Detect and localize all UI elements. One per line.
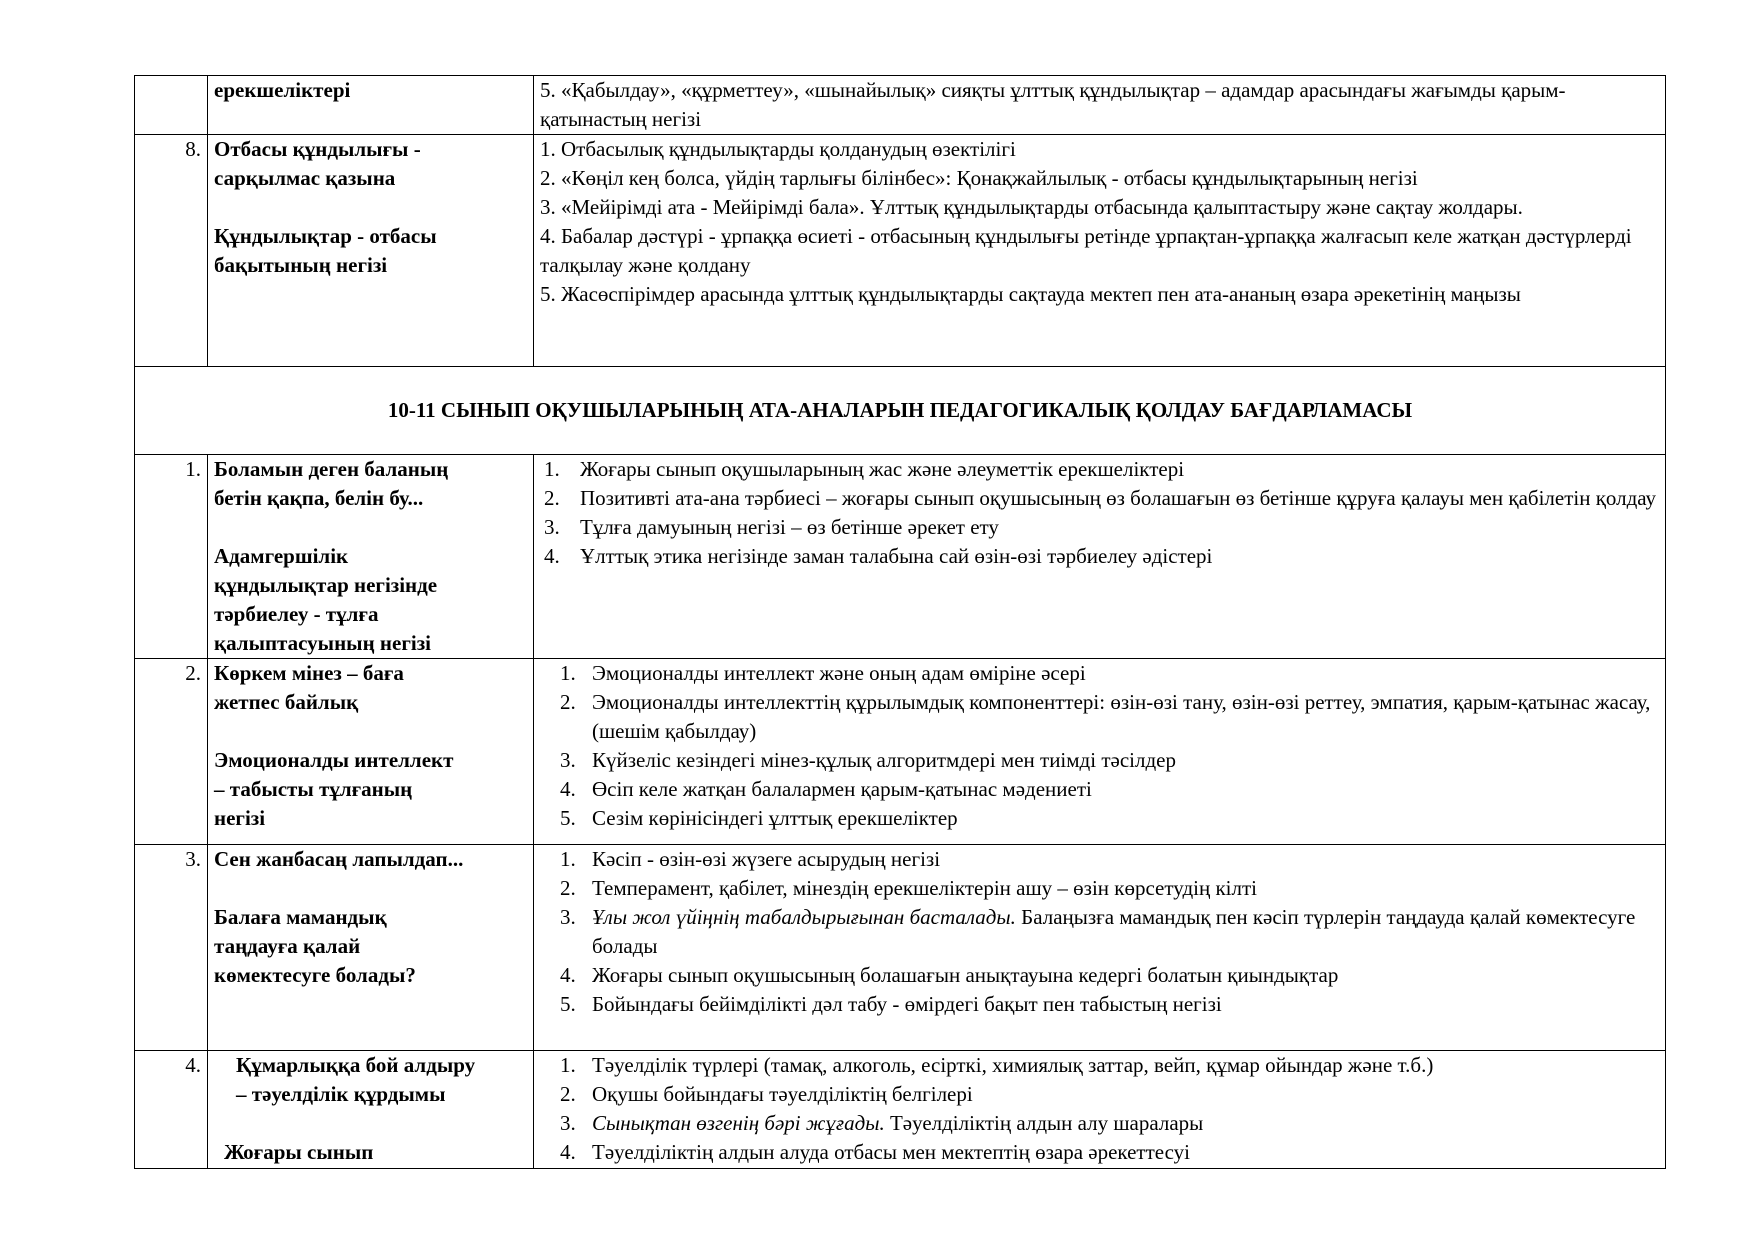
section-heading-row xyxy=(135,367,1666,455)
subtopic-line: Жоғары сынып xyxy=(224,1140,374,1164)
subtopic-line: құндылықтар негізінде xyxy=(214,573,438,597)
table-row xyxy=(135,76,1666,135)
list-item: 2. Позитивті ата-ана тәрбиесі – жоғары сынып оқушысының өз болашағын өз бетінше құруға қалауы мен қабілетін қолдау xyxy=(544,486,1657,510)
section-heading: 10-11 СЫНЫП ОҚУШЫЛАРЫНЫҢ АТА-АНАЛАРЫН ПЕДАГОГИКАЛЫҚ ҚОЛДАУ БАҒДАРЛАМАСЫ xyxy=(135,367,1666,455)
table-row xyxy=(135,135,1666,367)
content-cell xyxy=(534,659,1666,845)
subtopic-line: таңдауға қалай xyxy=(214,934,361,958)
topic-cell xyxy=(208,455,534,659)
list-item: 3. Сынықтан өзгенің бәрі жұғады. Тәуелділіктің алдын алу шаралары xyxy=(560,1111,1204,1135)
list-item: 1. Отбасылық құндылықтарды қолданудың өзектілігі xyxy=(540,137,1016,161)
topic-line: ерекшеліктері xyxy=(214,78,351,102)
topic-cell xyxy=(208,845,534,1051)
item-list xyxy=(540,659,1659,833)
table-row xyxy=(135,659,1666,845)
row-number: 3. xyxy=(135,845,208,1051)
list-item: 4. Жоғары сынып оқушысының болашағын анықтауына кедергі болатын қиындықтар xyxy=(560,963,1339,987)
topic-line: – тәуелділік құрдымы xyxy=(236,1082,446,1106)
subtopic-line: тәрбиелеу - тұлға xyxy=(214,602,379,626)
content-cell xyxy=(534,135,1666,367)
list-item: 2. Эмоционалды интеллекттің құрылымдық компоненттері: өзін-өзі тану, өзін-өзі реттеу, эмпатия, қарым-қатынас жасау, (шешім қабылдау) xyxy=(560,690,1651,743)
topic-cell xyxy=(208,135,534,367)
list-item: 2. «Көңіл кең болса, үйдің тарлығы білінбес»: Қонақжайлылық - отбасы құндылықтарының негізі xyxy=(540,166,1418,190)
subtopic-line: қалыптасуының негізі xyxy=(214,631,431,655)
topic-line: бетін қақпа, белін бу... xyxy=(214,486,424,510)
subtopic-line: Адамгершілік xyxy=(214,544,349,568)
content-cell xyxy=(534,1051,1666,1169)
list-item: 2. Темперамент, қабілет, мінездің ерекшеліктерін ашу – өзін көрсетудің кілті xyxy=(560,876,1257,900)
row-number xyxy=(135,76,208,135)
list-item: 5. Бойындағы бейімділікті дәл табу - өмірдегі бақыт пен табыстың негізі xyxy=(560,992,1222,1016)
row-number: 8. xyxy=(135,135,208,367)
table-row xyxy=(135,455,1666,659)
list-item: 1. Жоғары сынып оқушыларының жас және әлеуметтік ерекшеліктері xyxy=(544,457,1185,481)
topic-cell xyxy=(208,659,534,845)
table-row xyxy=(135,1051,1666,1169)
topic-line: Отбасы құндылығы - xyxy=(214,137,421,161)
topic-line: жетпес байлық xyxy=(214,690,359,714)
list-item: 2. Оқушы бойындағы тәуелділіктің белгілері xyxy=(560,1082,973,1106)
topic-line: Құмарлыққа бой алдыру xyxy=(236,1053,476,1077)
subtopic-line: көмектесуге болады? xyxy=(214,963,416,987)
topic-line: Сен жанбасаң лапылдап... xyxy=(214,847,464,871)
list-item: 5. Сезім көрінісіндегі ұлттық ерекшеліктер xyxy=(560,806,958,830)
table-row xyxy=(135,845,1666,1051)
row-number: 2. xyxy=(135,659,208,845)
subtopic-line: Балаға мамандық xyxy=(214,905,387,929)
list-item: 3. «Мейірімді ата - Мейірімді бала». Ұлттық құндылықтарды отбасында қалыптастыру және сақтау жолдары. xyxy=(540,195,1523,219)
list-item: 4. Өсіп келе жатқан балалармен қарым-қатынас мәдениеті xyxy=(560,777,1092,801)
list-item: 3. Күйзеліс кезіндегі мінез-құлық алгоритмдері мен тиімді тәсілдер xyxy=(560,748,1176,772)
topic-line: Көркем мінез – баға xyxy=(214,661,404,685)
item-list xyxy=(540,1051,1659,1167)
program-table xyxy=(134,75,1666,1169)
list-item: 4. Ұлттық этика негізінде заман талабына сай өзін-өзі тәрбиелеу әдістері xyxy=(544,544,1213,568)
topic-line: Боламын деген баланың xyxy=(214,457,449,481)
subtopic-line: негізі xyxy=(214,806,266,830)
list-item: 1. Тәуелділік түрлері (тамақ, алкоголь, есірткі, химиялық заттар, вейп, құмар ойындар және т.б.) xyxy=(560,1053,1434,1077)
row-number: 4. xyxy=(135,1051,208,1169)
topic-cell xyxy=(208,76,534,135)
row-number: 1. xyxy=(135,455,208,659)
subtopic-line: Құндылықтар - отбасы xyxy=(214,224,437,248)
item-list xyxy=(540,845,1659,1019)
subtopic-line: Эмоционалды интеллект xyxy=(214,748,454,772)
topic-cell xyxy=(208,1051,534,1169)
list-item: 4. Бабалар дәстүрі - ұрпаққа өсиеті - отбасының құндылығы ретінде ұрпақтан-ұрпаққа жалғасып келе жатқан дәстүрлерді талқылау және қолдану xyxy=(540,224,1632,277)
item-list xyxy=(540,455,1659,571)
list-item: 3. Ұлы жол үйіңнің табалдырығынан басталады. Балаңызға мамандық пен кәсіп түрлерін таңдауда қалай көмектесуге болады xyxy=(560,905,1636,958)
list-item: 4. Тәуелділіктің алдын алуда отбасы мен мектептің өзара әрекеттесуі xyxy=(560,1140,1190,1164)
content-cell xyxy=(534,845,1666,1051)
topic-line: сарқылмас қазына xyxy=(214,166,396,190)
list-item: 3. Тұлға дамуының негізі – өз бетінше әрекет ету xyxy=(544,515,999,539)
subtopic-line: бақытының негізі xyxy=(214,253,388,277)
subtopic-line: – табысты тұлғаның xyxy=(214,777,413,801)
list-item: 1. Эмоционалды интеллект және оның адам өміріне әсері xyxy=(560,661,1086,685)
list-item: 1. Кәсіп - өзін-өзі жүзеге асырудың негізі xyxy=(560,847,941,871)
content-cell xyxy=(534,455,1666,659)
content-cell xyxy=(534,76,1666,135)
list-item: 5. «Қабылдау», «құрметтеу», «шынайылық» сияқты ұлттық құндылықтар – адамдар арасындағы жағымды қарым-қатынастың негізі xyxy=(540,78,1566,131)
list-item: 5. Жасөспірімдер арасында ұлттық құндылықтарды сақтауда мектеп пен ата-ананың өзара әрекетінің маңызы xyxy=(540,282,1521,306)
